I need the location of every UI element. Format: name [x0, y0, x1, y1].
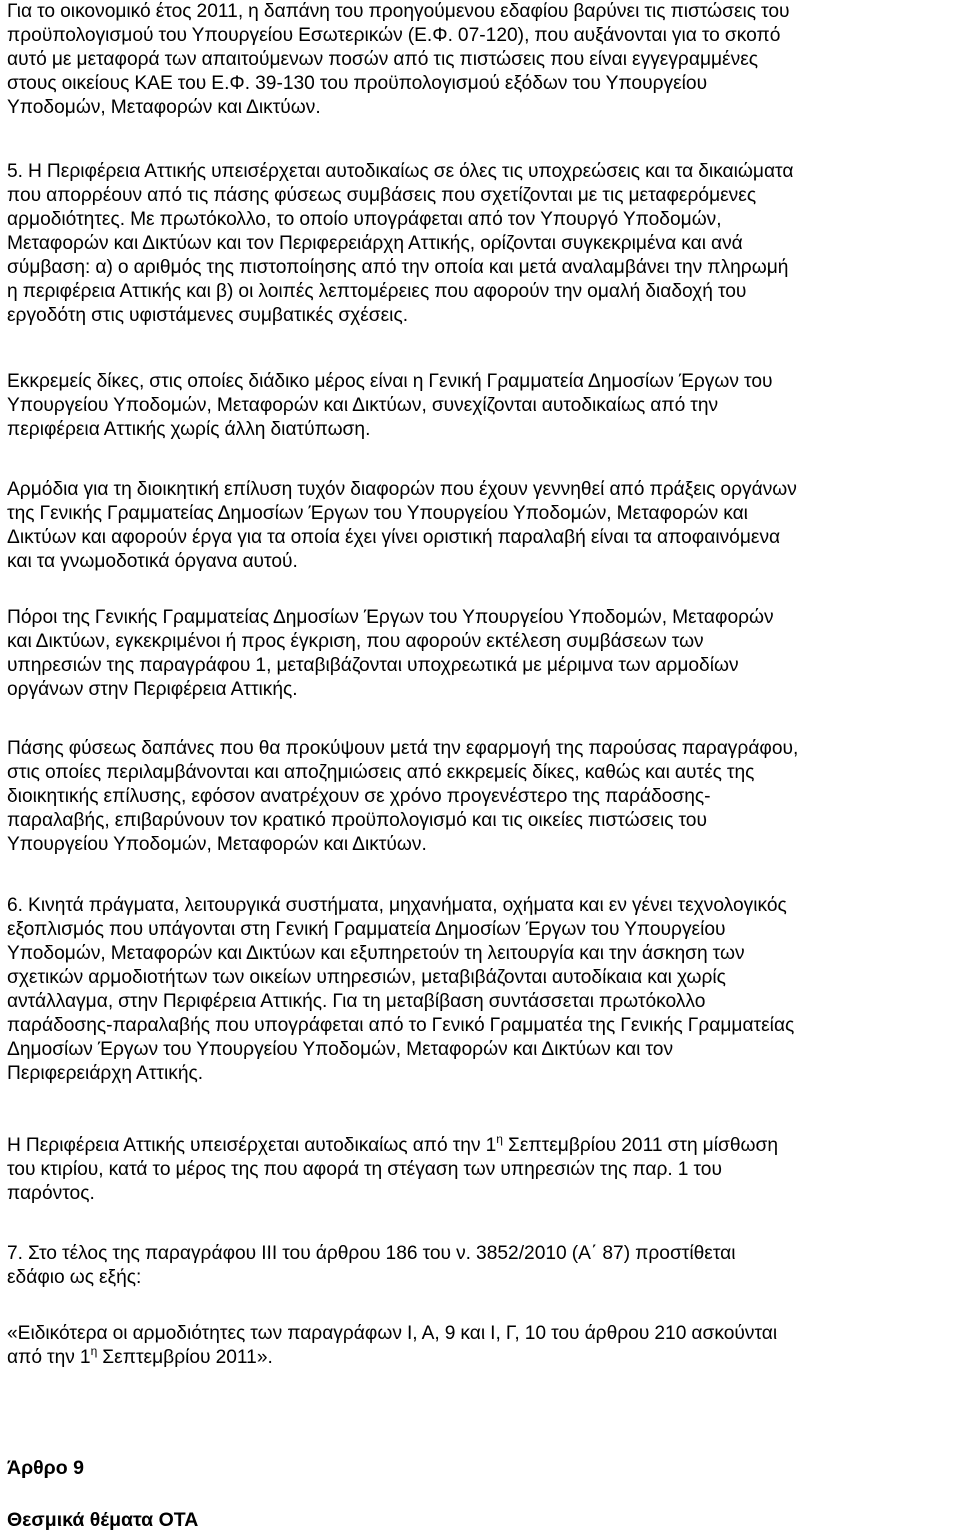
text-line: «Ειδικότερα οι αρμοδιότητες των παραγράφων Ι, Α, 9 και Ι, Γ, 10 του άρθρου 210 ασκούνται — [7, 1323, 778, 1344]
text-line: περιφέρεια Αττικής χωρίς άλλη διατύπωση. — [7, 419, 371, 440]
text-line: Για το οικονομικό έτος 2011, η δαπάνη του προηγούμενου εδαφίου βαρύνει τις πιστώσεις του — [7, 1, 790, 22]
superscript: η — [90, 1344, 98, 1358]
text-line: Μεταφορών και Δικτύων και τον Περιφερειάρχη Αττικής, ορίζονται συγκεκριμένα και ανά — [7, 233, 743, 254]
text-line: εδάφιο ως εξής: — [7, 1267, 142, 1288]
text-line: και τα γνωμοδοτικά όργανα αυτού. — [7, 551, 298, 572]
text-line: παράδοσης-παραλαβής που υπογράφεται από το Γενικό Γραμματέα της Γενικής Γραμματείας — [7, 1015, 795, 1036]
text-line: Πάσης φύσεως δαπάνες που θα προκύψουν μετά την εφαρμογή της παρούσας παραγράφου, — [7, 738, 799, 759]
text-segment: από την 1 — [7, 1347, 91, 1368]
text-line: Πόροι της Γενικής Γραμματείας Δημοσίων Έργων του Υπουργείου Υποδομών, Μεταφορών — [7, 607, 774, 628]
text-line: προϋπολογισμού του Υπουργείου Εσωτερικών (Ε.Φ. 07-120), που αυξάνονται για το σκοπό — [7, 25, 781, 46]
text-line: Αρμόδια για τη διοικητική επίλυση τυχόν διαφορών που έχουν γεννηθεί από πράξεις οργάνων — [7, 479, 797, 500]
text-line: Περιφερειάρχη Αττικής. — [7, 1063, 204, 1084]
text-line: εξοπλισμός που υπάγονται στη Γενική Γραμματεία Δημοσίων Έργων του Υπουργείου — [7, 919, 726, 940]
superscript: η — [496, 1132, 503, 1146]
text-line: σχετικών αρμοδιοτήτων των οικείων υπηρεσιών, μεταβιβάζονται αυτοδίκαια και χωρίς — [7, 967, 726, 988]
text-line: η περιφέρεια Αττικής και β) οι λοιπές λεπτομέρειες που αφορούν την ομαλή διαδοχή του — [7, 281, 747, 302]
text-line: Υποδομών, Μεταφορών και Δικτύων. — [7, 97, 321, 118]
paragraph-quotation — [7, 1322, 957, 1370]
text-line: 5. Η Περιφέρεια Αττικής υπεισέρχεται αυτοδικαίως σε όλες τις υποχρεώσεις και τα δικαιώματα — [7, 161, 794, 182]
text-segment: Σεπτεμβρίου 2011 στη μίσθωση — [502, 1135, 778, 1156]
text-line: Εκκρεμείς δίκες, στις οποίες διάδικο μέρος είναι η Γενική Γραμματεία Δημοσίων Έργων του — [7, 371, 773, 392]
paragraph-section-5 — [7, 160, 957, 328]
paragraph-resources — [7, 606, 957, 702]
text-line: Υποδομών, Μεταφορών και Δικτύων και εξυπηρετούν τη λειτουργία και την άσκηση των — [7, 943, 745, 964]
text-line: αντάλλαγμα, στην Περιφέρεια Αττικής. Για τη μεταβίβαση συντάσσεται πρωτόκολλο — [7, 991, 706, 1012]
paragraph-section-6 — [7, 894, 957, 1086]
text-line: που απορρέουν από τις πάσης φύσεως συμβάσεις που σχετίζονται με τις μεταφερόμενες — [7, 185, 757, 206]
article-heading: Άρθρο 9 — [7, 1457, 84, 1479]
text-line: παραλαβής, επιβαρύνουν τον κρατικό προϋπολογισμό και τις οικείες πιστώσεις του — [7, 810, 707, 831]
text-line: Δημοσίων Έργων του Υπουργείου Υποδομών, Μεταφορών και Δικτύων και τον — [7, 1039, 674, 1060]
text-line: του κτιρίου, κατά το μέρος της που αφορά τη στέγαση των υπηρεσιών της παρ. 1 του — [7, 1159, 722, 1180]
text-line: 7. Στο τέλος της παραγράφου ΙΙΙ του άρθρου 186 του ν. 3852/2010 (Α΄ 87) προστίθεται — [7, 1243, 736, 1264]
text-segment: Σεπτεμβρίου 2011». — [97, 1347, 273, 1368]
text-line: Υπουργείου Υποδομών, Μεταφορών και Δικτύων. — [7, 834, 427, 855]
text-line: υπηρεσιών της παραγράφου 1, μεταβιβάζονται υποχρεωτικά με μέριμνα των αρμοδίων — [7, 655, 739, 676]
paragraph-pending-lawsuits — [7, 370, 957, 442]
text-line: και Δικτύων, εγκεκριμένοι ή προς έγκριση, που αφορούν εκτέλεση συμβάσεων των — [7, 631, 704, 652]
text-line: αρμοδιότητες. Με πρωτόκολλο, το οποίο υπογράφεται από τον Υπουργό Υποδομών, — [7, 209, 722, 230]
text-line: στους οικείους ΚΑΕ του Ε.Φ. 39-130 του προϋπολογισμού εξόδων του Υπουργείου — [7, 73, 708, 94]
text-line: 6. Κινητά πράγματα, λειτουργικά συστήματα, μηχανήματα, οχήματα και εν γένει τεχνολογικός — [7, 895, 787, 916]
text-line: παρόντος. — [7, 1183, 95, 1204]
text-line: οργάνων στην Περιφέρεια Αττικής. — [7, 679, 298, 700]
paragraph-section-7 — [7, 1242, 957, 1290]
text-line — [7, 1346, 957, 1370]
text-line: στις οποίες περιλαμβάνονται και αποζημιώσεις από εκκρεμείς δίκες, καθώς και αυτές της — [7, 762, 755, 783]
paragraph-budget-2011 — [7, 0, 957, 120]
text-line: σύμβαση: α) ο αριθμός της πιστοποίησης από την οποία και μετά αναλαμβάνει την πληρωμή — [7, 257, 789, 278]
text-line: Υπουργείου Υποδομών, Μεταφορών και Δικτύων, συνεχίζονται αυτοδικαίως από την — [7, 395, 719, 416]
text-segment: Η Περιφέρεια Αττικής υπεισέρχεται αυτοδικαίως από την 1 — [7, 1135, 497, 1156]
paragraph-dispute-resolution — [7, 478, 957, 574]
text-line: αυτό με μεταφορά των απαιτούμενων ποσών από τις πιστώσεις που είναι εγγεγραμμένες — [7, 49, 758, 70]
paragraph-expenses — [7, 737, 957, 857]
text-line: εργοδότη στις υφιστάμενες συμβατικές σχέσεις. — [7, 305, 409, 326]
article-subject: Θεσμικά θέματα ΟΤΑ — [7, 1509, 199, 1531]
text-line: διοικητικής επίλυσης, εφόσον ανατρέχουν σε χρόνο προγενέστερο της παράδοσης- — [7, 786, 711, 807]
text-line — [7, 1134, 957, 1158]
text-line: Δικτύων και αφορούν έργα για τα οποία έχει γίνει οριστική παραλαβή είναι τα αποφαινόμενα — [7, 527, 781, 548]
paragraph-building-lease — [7, 1134, 957, 1206]
text-line: της Γενικής Γραμματείας Δημοσίων Έργων του Υπουργείου Υποδομών, Μεταφορών και — [7, 503, 748, 524]
